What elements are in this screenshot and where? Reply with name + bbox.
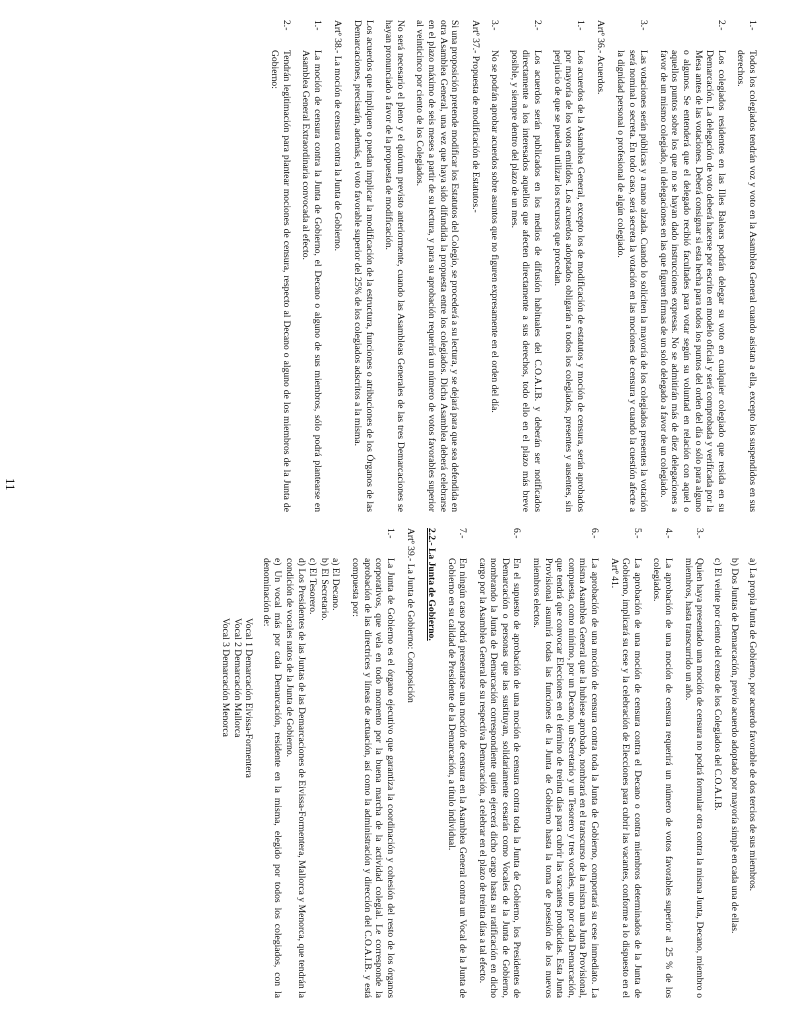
censure-motion-list xyxy=(268,20,322,512)
board-member-item: d) Los Presidentes de las Juntas de las Demarcaciones de Eivissa-Formentera, Mallorca y Menorca, que tendrán la condición de vocales natos de la Junta de Gobierno. xyxy=(284,558,307,998)
item-text: La aprobación de una moción de censura contra el Decano o contra miembros determinados de la Junta de Gobierno, implicará su cese y la celebración de Elecciones para cubrir las vacantes, conforme a lo dispuesto en el Artº 41. xyxy=(608,558,643,998)
art39-item xyxy=(349,528,395,998)
item-number: 1.- xyxy=(384,528,396,539)
item-number: 5.- xyxy=(631,528,643,539)
item-text: En ningún caso podrá presentarse una moción de censura en la Asamblea General contra un Vocal de la Junta de Gobierno en su calidad de Presidente de la Demarcación, a título individual. xyxy=(445,558,469,998)
voting-rules-list xyxy=(614,20,758,512)
legitimation-option: b) Dos Juntas de Demarcación, previo acuerdo adoptado por mayoría simple en cada una de ellas. xyxy=(729,558,741,934)
vocal-item: Vocal 2 Demarcación Mallorca xyxy=(231,618,243,738)
numbered-item xyxy=(657,20,727,512)
censure-rules-list xyxy=(445,528,705,998)
art39-heading: Artº 39.- La Junta de Gobierno: Composición xyxy=(405,528,417,703)
art37-paragraph: Si una proposición pretende modificar los Estatutos del Colegio, se procederá a su lectura, y se dejará para que sea defendida en otra Asamblea General, una vez que haya sido difundida la propuesta entre los colegiados. Dicha Asamblea deberá celebrarse en el plazo máximo de seis meses a partir de su lectura, y para su aprobación requerirá un número de votos favorables superior al veinticinco por ciento de los Colegiados. xyxy=(414,20,461,512)
numbered-item xyxy=(489,20,501,512)
numbered-item xyxy=(608,528,643,998)
numbered-item xyxy=(614,20,649,512)
vocal-item: Vocal 1 Demarcación Eivissa-Formentera xyxy=(243,618,255,778)
board-member-item: a) El Decano. xyxy=(330,558,342,611)
item-text: Los colegiados residentes en las Illes Balears podrán delegar su voto en cualquier colegiado que resida en su Demarcación. La delegación de voto deberá hacerse por escrito en modelo oficial y será comprobada y verificada por la Mesa antes de las votaciones. Deberá consignar si esta hecha para todos los puntos del orden del día o sólo para alguno o algunos. Se entenderá que el delegado recibió facultades para votar según su voluntad en relación con aquel o aquellos puntos sobre los que no se hayan dado instrucciones expresas. No se admitirán más de diez delegaciones a favor de un mismo colegiado, ni delegaciones en las que figuren firmas de un solo delegado a favor de un colegiado. xyxy=(657,50,727,512)
item-text: En el supuesto de aprobación de una moción de censura contra toda la Junta de Gobierno, los Presidentes de Demarcación o personas que las sustituyan, solidariamente cesarán como Vocales de la Junta de Gobierno, nombrando la Junta de Demarcación correspondiente quien ejercerá dicho cargo hasta su ratificación en dicho cargo por la Asamblea General de su respectiva Demarcación, a celebrar en el plazo de treinta días a tal efecto. xyxy=(476,558,523,998)
section-heading-text: 2.2.- La Junta de Gobierno. xyxy=(425,528,437,641)
item-number: 3.- xyxy=(489,20,501,31)
numbered-item xyxy=(735,20,758,512)
item-number: 2.- xyxy=(715,20,727,31)
numbered-item xyxy=(551,20,586,512)
item-number: 3.- xyxy=(638,20,650,31)
item-number: 6.- xyxy=(511,528,523,539)
legitimation-option: c) El veinte por ciento del censo de los Colegiados del C.O.A.I.B. xyxy=(711,558,723,811)
numbered-item xyxy=(268,20,291,512)
item-text: La moción de censura contra la Junta de Gobierno, el Decano o alguno de sus miembros, sólo podrá plantearse en Asamblea General Extraordinaria convocada al efecto. xyxy=(300,50,323,512)
section-heading xyxy=(425,528,437,998)
item-number: 2.- xyxy=(532,20,544,31)
numbered-item xyxy=(476,528,522,998)
board-member-item: c) El Tesorero. xyxy=(307,558,319,615)
board-member-item: e) Un vocal más por cada Demarcación, residente en la misma, elegido por todos los colegiados, con la denominación de: xyxy=(260,558,284,998)
art37-heading: Artº 37.- Propuesta de modificación de Estatutos.- xyxy=(469,20,481,213)
numbered-item xyxy=(508,20,543,512)
numbered-item xyxy=(682,528,705,998)
item-number: 1.- xyxy=(574,20,586,31)
item-text: La aprobación de una moción de censura requerirá un número de votos favorables superior al 25 % de los colegiados. xyxy=(651,558,675,998)
item-text: Quien haya presentado una moción de censura no podrá formular otra contra la misma Junta, Decano, miembro o miembros, hasta transcurrido un año. xyxy=(682,558,706,998)
board-member-item: b) El Secretario. xyxy=(318,558,330,621)
legitimation-option: a) La propia Junta de Gobierno, por acuerdo favorable de dos tercios de sus miembros. xyxy=(747,558,758,892)
item-number: 7.- xyxy=(457,528,469,539)
item-number: 3.- xyxy=(694,528,706,539)
item-number: 1.- xyxy=(311,20,323,31)
item-number: 6.- xyxy=(589,528,601,539)
item-number: 4.- xyxy=(663,528,675,539)
art37-paragraph: No será necesario el pleno y el quórum previsto anteriormente, cuando las Asambleas Generales de las tres Demarcaciones se hayan pronunciado a favor de la propuesta de modificación. xyxy=(383,20,406,512)
item-text: Tendrán legitimación para plantear mociones de censura, respecto al Decano o alguno de los miembros de la Junta de Gobierno: xyxy=(269,50,292,512)
item-number: 2.- xyxy=(280,20,292,31)
item-text: Todos los colegiados tendrán voz y voto en la Asamblea General cuando asistan a ella, excepto los suspendidos en sus derechos. xyxy=(735,50,758,512)
art36-heading: Artº 36.- Acuerdos. xyxy=(595,20,607,95)
numbered-item xyxy=(651,528,674,998)
art37-paragraph: Los acuerdos que impliquen o puedan implicar la modificación de la estructura, funciones o atribuciones de los Órganos de las Demarcaciones, precisarán, además, el voto favorable superior del 25% de los colegiados adscritos a la misma. xyxy=(351,20,375,512)
art38-heading: Artº 38.- La moción de censura contra la Junta de Gobierno. xyxy=(332,20,344,252)
item-text: La aprobación de una moción de censura contra toda la Junta de Gobierno, comportará su cese inmediato. La misma Asamblea General que la hubiese aprobado, nombrará en el transcurso de la misma una Junta Provisional, compuesta, como mínimo, por un Decano, un Secretario y un Tesorero y tres vocales, uno por cada Demarcación, que tendrá que convocar Elecciones en el término de treinta días para cubrir las vacantes producidas. Esta Junta Provisional asumirá todas las funciones de la Junta de Gobierno hasta la toma de posesión de los nuevos miembros electos. xyxy=(531,558,601,998)
numbered-item xyxy=(531,528,601,998)
item-text: Los acuerdos serán publicados en los medios de difusión habituales del C.O.A.I.B. y deberán ser notificados directamente a los interesados aquellos que afecten directamente a sus derechos, todo ello en el plazo más breve posible, y siempre dentro del plazo de un mes. xyxy=(508,50,544,512)
item-text: No se podrán aprobar acuerdos sobre asuntos que no figuren expresamente en el orden del día. xyxy=(489,50,501,413)
item-text: Las votaciones serán públicas y a mano alzada. Cuando lo soliciten la mayoría de los colegiados presentes la votación será nominal o secreta. En todo caso, será secreta la votación en las mociones de censura y cuando la cuestión afecte a la dignidad personal o profesional de algún colegiado. xyxy=(615,50,650,512)
agreements-list xyxy=(489,20,586,512)
left-column xyxy=(260,20,758,512)
vocales-list xyxy=(219,528,254,998)
item-text: La Junta de Gobierno es el órgano ejecutivo que garantiza la coordinación y cohesión del resto de los órganos corporativos, que vela en todo momento por la buena marcha de la actividad colegial. Le corresponde la aprobación de las directrices y líneas de actuación, así como la administración y dirección del C.O.A.I.B. y está compuesta por: xyxy=(349,558,396,998)
vocal-item: Vocal 3 Demarcación Menorca xyxy=(220,618,232,737)
board-members-list xyxy=(260,528,341,998)
numbered-item xyxy=(300,20,323,512)
page-number: 11 xyxy=(3,478,18,491)
item-number: 1.- xyxy=(747,20,758,31)
numbered-item xyxy=(445,528,468,998)
right-column xyxy=(219,528,758,998)
item-text: Los acuerdos de la Asamblea General, excepto los de modificación de estatutos y moción de censura, serán aprobados por mayoría de los votos emitidos. Los acuerdos adoptados obligarán a todos los colegiados, presentes y ausentes, sin perjuicio de que se puedan utilizar los recursos que procedan. xyxy=(551,50,586,512)
